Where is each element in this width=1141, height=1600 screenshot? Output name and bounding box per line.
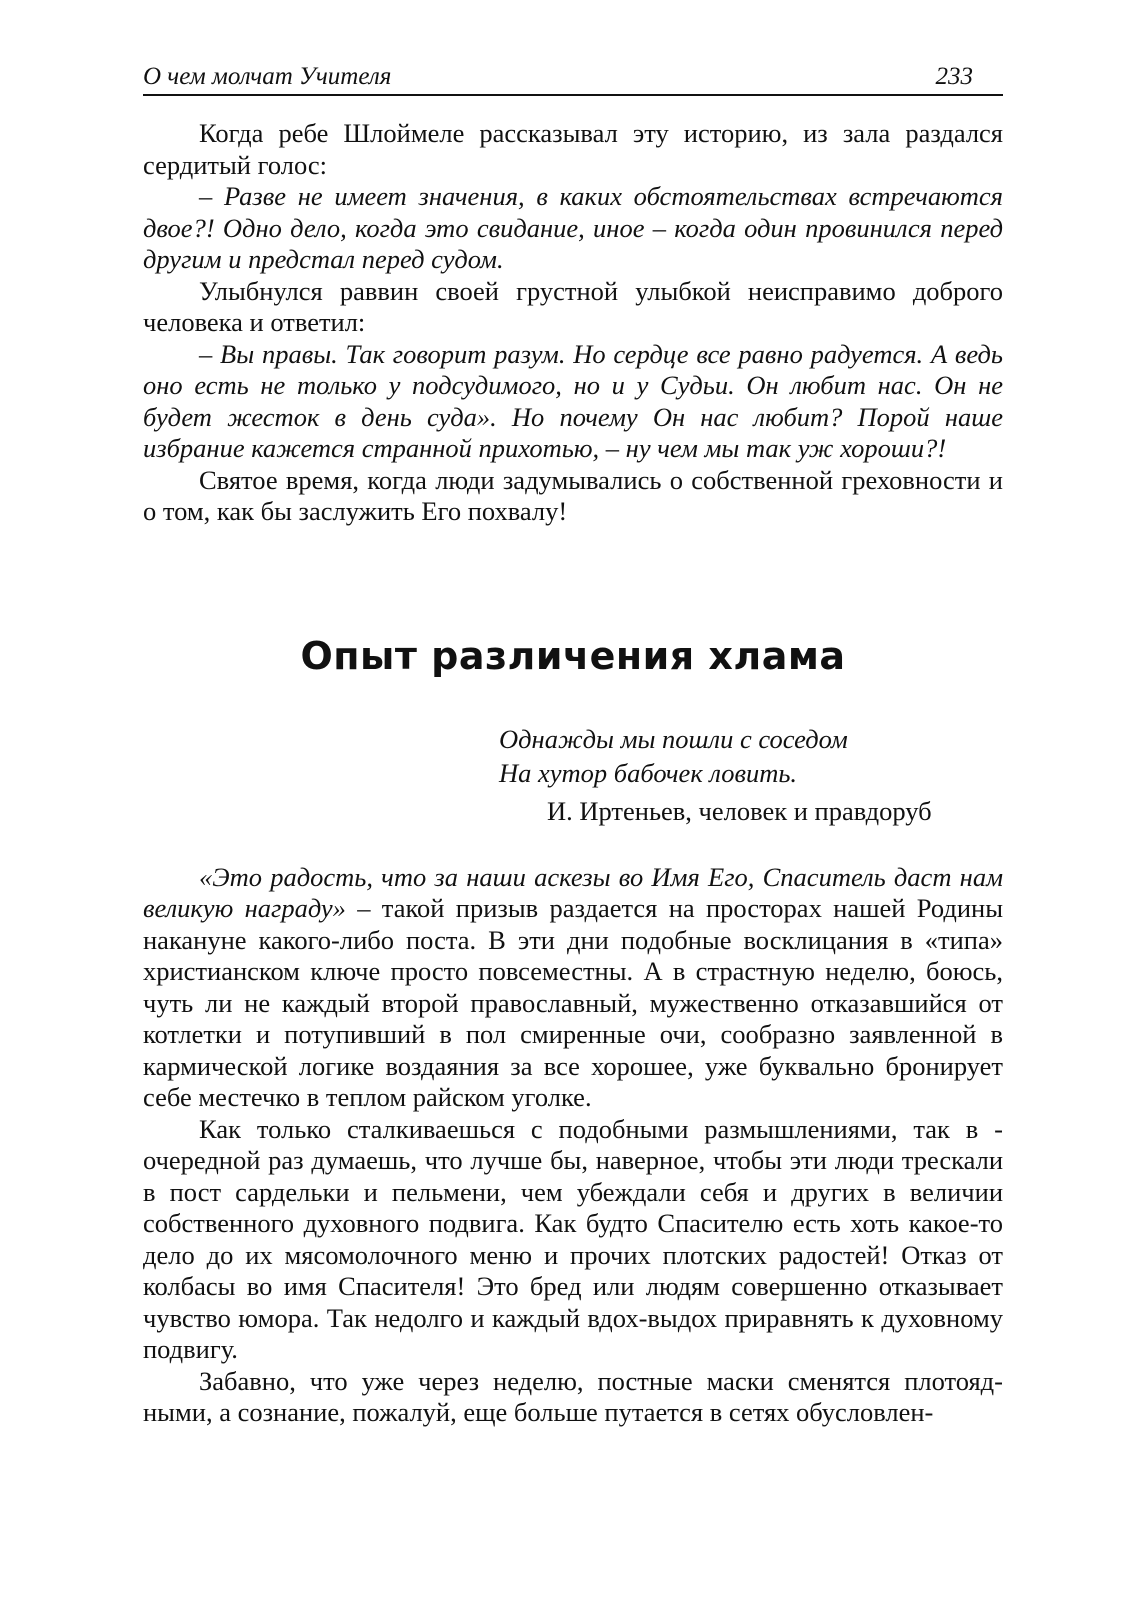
epigraph: [499, 722, 1003, 828]
previous-section-text: [143, 118, 1003, 528]
page-number: 233: [935, 63, 973, 90]
paragraph: Когда ребе Шлоймеле рассказывал эту историю, из зала раздался сердитый голос:: [143, 118, 1003, 180]
chapter-body: [143, 862, 1003, 1429]
quoted-question: – Разве не имеет значения, в каких обстоятельствах встречаются двое?! Одно дело, когда это свидание, иное – когда один провинился перед другим и предстал перед судом.: [143, 181, 1003, 274]
paragraph: Святое время, когда люди задумывались о собственной греховности и о том, как бы заслужить Его похвалу!: [143, 464, 1003, 526]
paragraph: Забавно, что уже через неделю, постные маски сменятся плотоядными, а сознание, пожалуй, еще больше путается в сетях обусловлен-: [143, 1365, 1003, 1427]
epigraph-line: На хутор бабочек ловить.: [499, 757, 798, 788]
quoted-answer: – Вы правы. Так говорит разум. Но сердце все равно радуется. А ведь оно есть не только у подсудимого, но и у Судьи. Он любит нас. Он не будет жесток в день суда». Но почему Он нас любит? Порой наше избрание кажется странной прихотью, – ну чем мы так уж хороши?!: [143, 338, 1003, 463]
paragraph: Как только сталкиваешься с подобными размышлениями, так в - очередной раз думаешь, что лучше бы, наверное, чтобы эти люди трескали в пост сардельки и пельмени, чем убеждали себя и других в величии собственного духовного подвига. Как будто Спасителю есть хоть какое-то дело до их мясомолочного меню и прочих плотских радостей! Отказ от колбасы во имя Спасителя! Это бред или людям совершенно отказывает чувство юмора. Так недолго и каждый вдох-выдох приравнять к духовному подвигу.: [143, 1113, 1003, 1364]
running-header: [143, 58, 1003, 96]
paragraph: [143, 862, 1003, 1114]
quoted-slogan: «Это радость, что за наши аскезы во Имя Его, Спаситель даст нам великую награду»: [143, 861, 1003, 923]
paragraph-text: – такой призыв раздается на просторах нашей Родины накануне какого-либо поста. В эти дни подобные восклицания в «типа» христианском ключе просто повсеместны. А в страстную неделю, боюсь, чуть ли не каждый второй православный, мужественно отказавшийся от котлетки и потупивший в пол смиренные очи, сообразно заявленной в кармической логике воздаяния за все хорошее, уже буквально бронирует себе местечко в теплом райском уголке.: [143, 893, 1003, 1112]
book-page: [143, 58, 1003, 1429]
epigraph-line: Однажды мы пошли с соседом: [499, 723, 848, 754]
running-title: О чем молчат Учителя: [143, 63, 392, 90]
paragraph: Улыбнулся раввин своей грустной улыбкой неисправимо доброго человека и ответил:: [143, 275, 1003, 337]
epigraph-source: И. Иртеньев, человек и правдоруб: [547, 795, 932, 826]
chapter-title: Опыт различения хлама: [300, 633, 846, 678]
